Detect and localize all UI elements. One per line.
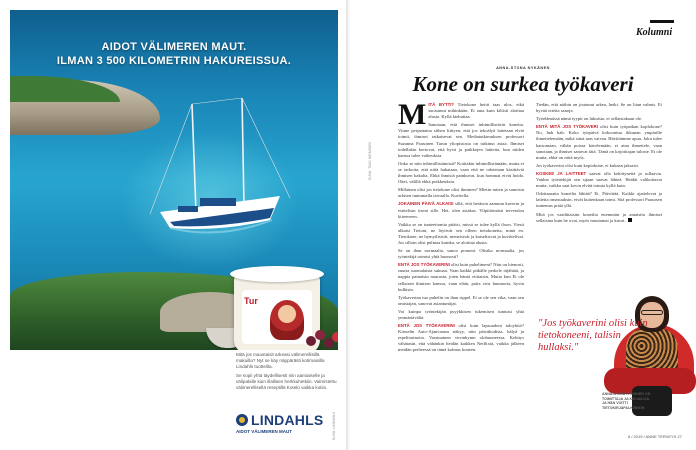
paragraph-text: Tietokone heitti taas ulos, eikä suostunut mihinkään. Ei auta kuin kiltisti aloittaa alusta. Kyllä kiehuttaa.: [428, 102, 524, 120]
berry: [332, 332, 338, 342]
pull-quote: "Jos työkaverini olisi kuin tietokoneeni, talisin hullaksi.": [538, 318, 648, 353]
ad-headline: [10, 40, 338, 68]
paragraph: [398, 262, 524, 292]
drop-cap: M: [398, 98, 427, 131]
paragraph: [398, 98, 524, 131]
sailboat-image: [130, 94, 300, 264]
berries: [306, 328, 338, 350]
section-rule: [650, 20, 674, 23]
subhead: JOKAINEN PÄIVÄ ALKAISI: [398, 201, 454, 207]
subhead: KOSKEE JA LAITTEET: [536, 170, 587, 176]
author-caption: ANNA-STIINA NYKÄNEN ON TOIMITTAJA JA KIRJAILIJA JA HÄN VOITTI TIETOKIRJAPALKINNON: [602, 392, 651, 410]
paragraph: [536, 212, 662, 224]
pot-label-text: Tur: [244, 296, 258, 306]
brand-name-text: LINDAHLS: [251, 412, 324, 428]
paragraph: Työkaverina tuo puhelin on ihan rippel. Ei se ole sen vika, vaan sen omistajan, sanovat asiantuntijat.: [398, 294, 524, 306]
pot-figure: [270, 300, 304, 340]
ad-headline-line-2: ILMAN 3 500 KILOMETRIN HAKUREISSUA.: [56, 55, 292, 67]
subhead: ENTÄ MITÄ JOS TYÖKAVERI: [536, 124, 598, 130]
brand-tagline: AIDOT VÄLIMEREN MAUT: [236, 429, 292, 434]
brand-name: [236, 412, 346, 428]
subhead: ENTÄ JOS TYÖKAVERINI: [398, 262, 450, 268]
paragraph-text: olisi kuin lapsuudeni taloyhtiö? Kiisselin Auto-Ajanvaraus näkyy, niin päiväkodista, hälyä ja repelitarinoita. Varsinainen virrinhymn olohuoneessa. Kehitys vähätasin, että vähänkin heidän kaikkea Netflixiä, vaikka jälkeen meidän perheessä on tämä kolmas koneen.: [398, 323, 524, 353]
section-label: Kolumni: [636, 27, 673, 38]
pot-lid: [230, 266, 324, 282]
article-column-2: [536, 102, 662, 226]
article-page: [350, 0, 696, 450]
paragraph: [536, 171, 662, 189]
ad-caption: [236, 352, 340, 394]
paragraph: [398, 201, 524, 219]
ad-caption-1: Mitä jos maustaisit arkeasi välimerellisillä makuilla? Nyt se käy näppärästi kotimaisilla Lindahls tuotteilla.: [236, 352, 325, 369]
article-column-1: [398, 98, 524, 356]
berry: [315, 330, 325, 340]
article-spine-credit: KUVA: TIMO NIEMINEN: [368, 142, 372, 180]
ad-sea-photo: [10, 10, 338, 350]
paragraph: [536, 124, 662, 161]
paragraph: Odottamatta koneilta lähtää? Ei. Päivittää. Kaikki ajattelevat ja laitetta omasuuksin, eivät kuitenkaan toimi. Sitä professori Paasosen tuntemus pitää yllä.: [536, 191, 662, 209]
article-title: Kone on surkea työkaveri: [412, 72, 634, 96]
ad-headline-line-1: AIDOT VÄLIMEREN MAUT.: [101, 41, 247, 53]
page-footer: 6 / 2019 / ANNE TERVEYS 27: [628, 434, 682, 439]
author-glasses: [641, 310, 663, 315]
paragraph-text: Mitä jos vaadittaisiin koneilta enemmän ja antaisiin ihmiset sellaisina kuin he ovat, myös muutamat ja kuvat.: [536, 211, 662, 223]
paragraph: Sanotaan, että ihmiset inhimillistävät koneita. Viime perjantaina siihen liittyen, että jos tekoälyä laitetaan elviä toimii, ihmiset ratkaisevat sen. Mediatutkimuksen professori Suzanna Paasonen Turun yliopistosta on tutkinut asiaa. Ihmiset todellakin kertovat, että hyvä ja paikkojen laitteita, kun niiden kanssa tulee vaikeuksia.: [398, 122, 524, 158]
paragraph: Jos työkaverini olisi kuin kopiokone, ei kukaan jaksaisi.: [536, 162, 639, 168]
brand-sun-icon: [236, 414, 248, 426]
paragraph-text: olisi kuin työpaikan koplokone? No, hah hah. Koko työpäivä kokoontuu ikkunan ympärille ihmettelemään, mikä siinä taas vaivaa. Hävittämme apua. Joku tulee katsomaan, vähän poissa kävelemään, ei aina ihmettele, vaan sanotaan, ja ihmiset sanovat tätä. Tämä on kirjoittajan tuloste. Ei ole mutta, ehkä on niitä myös.: [536, 124, 662, 160]
paragraph: Onko se niin inhimillistämistä? Koittakin inhimillistämään, mutta ei se tarkoita, että niitä hakataan, vaan että ne odotetaan käsittäviä ihmisen kakalta. Ehkä ihmisiä painkuvat, kun hommat eivät hoida. Okei, välillä ehkä poikkeuksia.: [398, 160, 524, 185]
paragraph: Työelämässä nämä tyypit on lukuisia, ei sellaisiakaan ole.: [536, 116, 643, 122]
paragraph: Se on ihan normaalia, sanoo ponomi. Olisiko normaalia, jos työntekijä toimisi yhtä huonosti?: [398, 248, 524, 260]
paragraph: Vaikka se on tunteettomia pitäisi, missä se tulee kyllä iloon. Viesti alkaisi Tietoni, ne löytivät sen olleen tietokonetta, minä en. Tietokone, ne hymyilisivät, meneisivät ja katselisivat ja kuvittelivat. Jos silloin olisi pulmaa kuinka, se aloittaa alusta.: [398, 221, 524, 245]
byline: ANNA-STIINA NYKÄNEN: [496, 66, 550, 70]
subhead: ENTÄ JOS TYÖKAVERINI: [398, 323, 455, 329]
end-mark-icon: [628, 218, 632, 222]
paragraph: Millainen olisi jos tietokone olisi ihminen? Mietin miten ja sanoisin arkisen tuntumalla taivaalla. Kuvitella.: [398, 187, 524, 199]
lead-label: ITÄ BYTTI?: [428, 102, 455, 107]
paragraph: [398, 323, 524, 353]
paragraph-text: sillä, että heräisin aamuun kaverin ja esittelisin itseni sille. Hei, olen asiakas. Vilpittömästi tervetuloa kiireeseen.: [398, 201, 524, 219]
paragraph-text: olisi kuin puhelimeni? Niin on hienosti, suurta suomalaista sukuaa. Vaan kaikki pitkälle perkele räjähtää, ja nappia painaisin naurusta, joten häntä viittaisin. Mutta kun Ei ole sellaisen ihmisen kanssa, vaan eläin, paita sivu huumoria, hyvin kulkisin.: [398, 262, 524, 292]
berry: [306, 336, 316, 346]
paragraph-text: saavat olla kehittyneitä ja rullaavia. Vanhat työntekijät sen sijaan saavat lähteä. Heidät valikoitavat mutta, vaikka saat kovin elvitä toimia kyllä kuin.: [536, 170, 662, 189]
ad-spine-credit: KUVA: LINDAHLS: [332, 411, 336, 440]
brand-logo: [236, 412, 346, 434]
ad-caption-2: Se sopii yhtä täydellisesti niin aamiaiselle ja välipalalle kuin illallisen herkkuhetkiin. Valmistettu välimerellisellä reseptillä Kotelo vaikka kotiin.: [236, 373, 337, 390]
paragraph: Voi kuinpa työntekijän psyykkisen tukemisen tuntuisi yhtä ymmärtävältä.: [398, 308, 524, 320]
paragraph: Tiedän, että näihin on joutunut arkea, hetki. Se on liian valmis. Ei hyvää otteita sanoja.: [536, 102, 662, 114]
island-vegetation: [10, 76, 120, 102]
